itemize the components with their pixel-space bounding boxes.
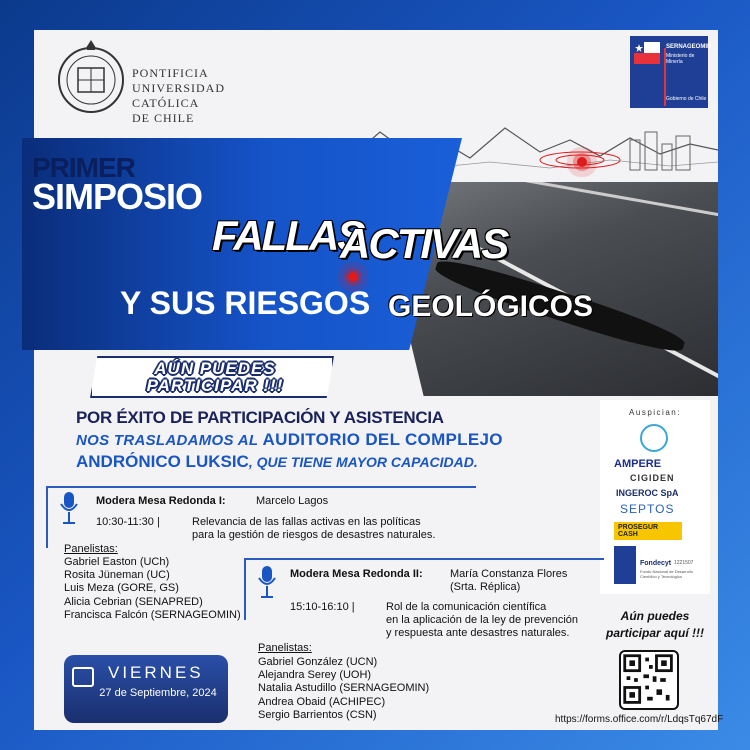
callout-line: AÚN PUEDES [154,359,276,378]
uc-name-line: CATÓLICA [132,96,200,110]
announcement-venue: AUDITORIO DEL COMPLEJO [262,430,503,449]
mesa1-topic-line: para la gestión de riesgos de desastres naturales. [192,529,436,541]
announcement-heading: POR ÉXITO DE PARTICIPACIÓN Y ASISTENCIA [76,408,444,427]
mesa2-time: 15:10-16:10 | [290,601,355,613]
callout-line: PARTICIPAR !!! [146,376,284,395]
panelist: Andrea Obaid (ACHIPEC) [258,695,386,708]
mesa1-label: Modera Mesa Redonda I: [96,495,226,507]
title-riesgos: Y SUS RIESGOS [120,285,371,321]
title-geologicos: GEOLÓGICOS [388,290,594,323]
mesa2-moderator-line: (Srta. Réplica) [450,581,521,593]
mesa2-topic-line: Rol de la comunicación científica [386,601,547,613]
sponsor-fondecyt-sub: Fondo Nacional de Desarrollo Científico y Tecnológico [640,569,693,579]
announcement-text: , QUE TIENE MAYOR CAPACIDAD. [248,454,478,470]
title-primer: PRIMER [32,152,135,183]
road-guardrail [492,182,718,218]
sponsor-circle-logo [640,424,668,452]
announcement-text: NOS TRASLADAMOS AL [76,432,259,449]
microphone-icon [58,490,80,526]
uc-name-line: UNIVERSIDAD [132,81,225,95]
title-simposio: SIMPOSIO [32,176,203,217]
sponsor-ciginden: CIGIDEN [630,473,675,483]
mesa2-moderator-line: María Constanza Flores [450,568,568,580]
mesa2-label: Modera Mesa Redonda II: [290,568,423,580]
sponsor-septos: SEPTOS [620,502,675,516]
mesa1-panelists [64,556,241,622]
mesa1-topic [192,516,435,542]
panelist: Gabriel González (UCN) [258,656,378,668]
panelist: Francisca Falcón (SERNAGEOMIN) [64,608,241,621]
calendar-icon [72,667,94,687]
mesa2-topic-line: en la aplicación de la ley de prevención [386,614,579,626]
mesa1-moderator: Marcelo Lagos [256,495,329,507]
sponsor-ingeroc: INGEROC SpA [616,488,679,498]
panelist: Alejandra Serey (UOH) [258,669,372,682]
gob-subtitle: Ministerio de Minería [666,53,695,65]
uc-name-line: DE CHILE [132,111,195,125]
title-fallas: FALLAS [212,212,364,259]
sponsor-prosegur-sub: CASH [618,531,638,538]
callout-text [100,360,330,394]
anid-logo [614,546,636,584]
panelist: Alicia Cebrian (SENAPRED) [64,595,203,608]
gob-title: SERNAGEOMIN [666,44,712,50]
sponsor-prosegur [614,522,682,540]
announcement-line-1 [76,430,503,450]
registration-url[interactable]: https://forms.office.com/r/LdqsTq67dF [555,714,724,725]
sponsor-prosegur-name: PROSEGUR [618,524,659,531]
sponsor-fondecyt-code: 1221507 [674,560,694,566]
sernageomin-logo [630,36,712,108]
uc-name-line: PONTIFICIA [132,66,209,80]
epicenter-icon [577,157,587,167]
panelist: Rosita Jüneman (UC) [64,569,170,582]
chile-flag-icon [634,42,660,64]
date-day: VIERNES [108,663,204,682]
mesa1-topic-line: Relevancia de las fallas activas en las políticas [192,516,421,528]
mesa2-topic-line: y respuesta ante desastres naturales. [386,627,570,639]
mesa1-panel-title: Panelistas: [64,543,118,555]
sponsor-fondecyt: Fondecyt [640,560,672,567]
panelist: Gabriel Easton (UCh) [64,556,170,568]
epicenter-icon [348,272,358,282]
date-badge [64,655,228,723]
gob-bottom: Gobierno de Chile [666,96,707,102]
uc-name [132,66,225,126]
sponsors-panel [600,400,710,594]
announcement-venue: ANDRÓNICO LUKSIC [76,452,249,471]
qr-code[interactable] [619,650,679,710]
uc-seal-logo [56,38,126,116]
sponsor-ampere: AMPERE [614,458,662,470]
date-full: 27 de Septiembre, 2024 [99,687,217,699]
mesa1-time: 10:30-11:30 | [96,516,160,528]
panelist: Sergio Barrientos (CSN) [258,708,377,721]
mesa2-topic [386,601,578,640]
mesa2-moderator [450,568,567,594]
registration-callout [600,608,710,642]
announcement-line-2 [76,452,478,472]
panelist: Natalia Astudillo (SERNAGEOMIN) [258,682,430,695]
mesa2-panelists [258,656,429,722]
title-activas: ACTIVAS [340,220,508,267]
panelist: Luis Meza (GORE, GS) [64,582,179,595]
registration-line: participar aquí !!! [605,626,704,640]
mesa2-panel-title: Panelistas: [258,642,312,654]
registration-line: Aún puedes [620,609,690,623]
microphone-icon [256,564,278,600]
sponsors-title: Auspician: [629,408,681,417]
